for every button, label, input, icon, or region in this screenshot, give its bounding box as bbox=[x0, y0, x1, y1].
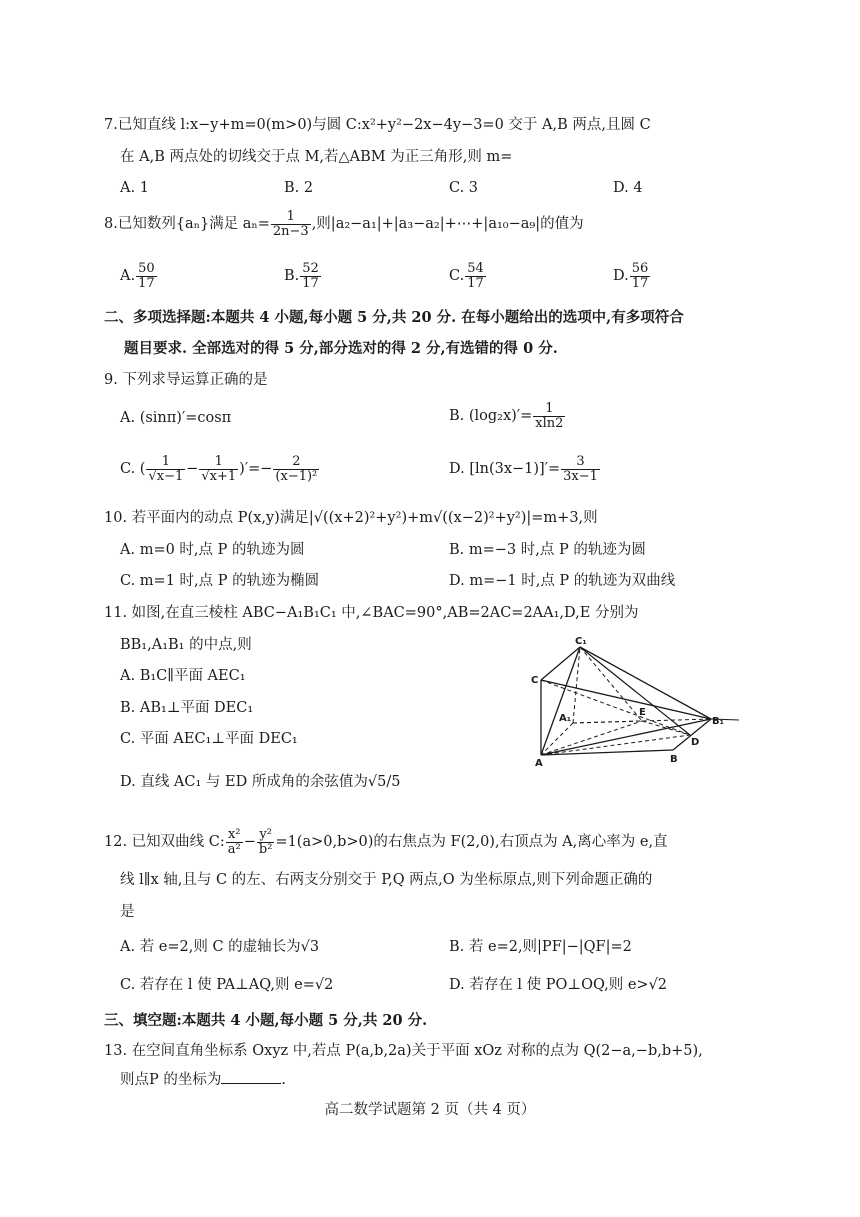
q12-prefix: 12. 已知双曲线 C: bbox=[104, 834, 225, 851]
figure-label-a: A bbox=[535, 758, 543, 769]
q12-suffix: =1(a>0,b>0)的右焦点为 F(2,0),右顶点为 A,离心率为 e,直 bbox=[275, 834, 668, 851]
q12-f2-num: y² bbox=[257, 828, 275, 843]
q8-option-c-fraction bbox=[465, 262, 486, 290]
q11-option-b: B. AB₁⊥平面 DEC₁ bbox=[120, 700, 254, 716]
q11-stem-line2: BB₁,A₁B₁ 的中点,则 bbox=[120, 637, 252, 653]
q8-option-c-label: C. bbox=[449, 268, 465, 285]
q7-stem-line1: 7.已知直线 l:x−y+m=0(m>0)与圆 C:x²+y²−2x−4y−3=0 交于 A,B 两点,且圆 C bbox=[104, 117, 651, 133]
q9-option-a: A. (sinπ)′=cosπ bbox=[120, 410, 232, 426]
q8-option-b-fraction bbox=[300, 262, 321, 290]
q10-option-c: C. m=1 时,点 P 的轨迹为椭圆 bbox=[120, 573, 320, 589]
figure-label-e: E bbox=[639, 707, 646, 718]
figure-label-b: B bbox=[670, 754, 678, 765]
section3-heading: 三、填空题:本题共 4 小题,每小题 5 分,共 20 分. bbox=[104, 1012, 428, 1029]
q8-option-c-den: 17 bbox=[467, 275, 484, 291]
q9-option-d-den: 3x−1 bbox=[563, 468, 598, 484]
q12-f1-den: a² bbox=[227, 841, 241, 857]
q9-option-c-prefix: C. ( bbox=[120, 461, 146, 478]
q9-option-c-f2-num: 1 bbox=[199, 455, 238, 470]
q12-option-c: C. 若存在 l 使 PA⊥AQ,则 e=√2 bbox=[120, 977, 334, 993]
q13-stem-line2 bbox=[120, 1071, 286, 1089]
figure-label-b1: B₁ bbox=[712, 716, 725, 727]
q12-minus: − bbox=[243, 834, 256, 851]
q9-option-d-num: 3 bbox=[561, 455, 600, 470]
q9-stem: 9. 下列求导运算正确的是 bbox=[104, 372, 268, 388]
q7-stem-line2: 在 A,B 两点处的切线交于点 M,若△ABM 为正三角形,则 m= bbox=[120, 149, 513, 165]
figure-label-c1: C₁ bbox=[575, 636, 587, 647]
q9-option-b-fraction bbox=[533, 402, 565, 430]
q8-option-a bbox=[120, 262, 158, 290]
q8-option-a-label: A. bbox=[120, 268, 136, 285]
q9-option-c-f1-num: 1 bbox=[146, 455, 185, 470]
q8-option-b bbox=[284, 262, 322, 290]
q9-option-c-f1-den: √x−1 bbox=[148, 468, 184, 484]
page-footer: 高二数学试题第 2 页（共 4 页） bbox=[324, 1102, 536, 1118]
q8-option-c bbox=[449, 262, 487, 290]
q9-option-c-fraction-2 bbox=[199, 455, 238, 483]
q9-option-b-num: 1 bbox=[533, 402, 565, 417]
q9-option-c-fraction-3 bbox=[273, 455, 319, 483]
q12-option-b: B. 若 e=2,则|PF|−|QF|=2 bbox=[449, 939, 632, 955]
q8-option-d-den: 17 bbox=[631, 275, 649, 291]
q8-stem-suffix: ,则|a₂−a₁|+|a₃−a₂|+⋯+|a₁₀−a₉|的值为 bbox=[311, 216, 584, 233]
q9-option-d-fraction bbox=[561, 455, 600, 483]
q8-option-c-num: 54 bbox=[467, 261, 484, 276]
q13-line2-text: 则点P 的坐标为 bbox=[120, 1072, 222, 1088]
prism-figure bbox=[525, 635, 750, 770]
q11-option-c: C. 平面 AEC₁⊥平面 DEC₁ bbox=[120, 731, 298, 747]
q8-option-d-num: 56 bbox=[631, 261, 649, 276]
q9-option-c-equals: )′=− bbox=[239, 461, 273, 478]
q12-option-a: A. 若 e=2,则 C 的虚轴长为√3 bbox=[120, 939, 320, 955]
q8-frac-den: 2n−3 bbox=[272, 223, 309, 239]
q13-answer-blank bbox=[221, 1071, 281, 1084]
q8-option-d-label: D. bbox=[613, 268, 629, 285]
q10-option-b: B. m=−3 时,点 P 的轨迹为圆 bbox=[449, 542, 646, 558]
q9-option-d bbox=[449, 455, 601, 483]
q12-f2-den: b² bbox=[258, 841, 273, 857]
q8-option-a-num: 50 bbox=[138, 261, 155, 276]
q9-option-b-den: xln2 bbox=[535, 415, 564, 431]
q12-stem-line2: 线 l∥x 轴,且与 C 的左、右两支分别交于 P,Q 两点,O 为坐标原点,则下列命题正确的 bbox=[120, 872, 653, 888]
q9-option-d-prefix: D. [ln(3x−1)]′= bbox=[449, 461, 561, 478]
q13-stem-line1: 13. 在空间直角坐标系 Oxyz 中,若点 P(a,b,2a)关于平面 xOz 对称的点为 Q(2−a,−b,b+5), bbox=[104, 1043, 703, 1059]
q9-option-c-f2-den: √x+1 bbox=[201, 468, 237, 484]
q7-option-a: A. 1 bbox=[120, 180, 149, 196]
q7-option-b: B. 2 bbox=[284, 180, 314, 196]
q13-line2-period: . bbox=[281, 1072, 286, 1088]
q10-option-d: D. m=−1 时,点 P 的轨迹为双曲线 bbox=[449, 573, 676, 589]
q12-option-d: D. 若存在 l 使 PO⊥OQ,则 e>√2 bbox=[449, 977, 668, 993]
q8-option-b-den: 17 bbox=[302, 275, 319, 291]
q8-option-d bbox=[613, 262, 651, 290]
section2-heading-line2: 题目要求. 全部选对的得 5 分,部分选对的得 2 分,有选错的得 0 分. bbox=[124, 340, 558, 357]
q8-option-d-fraction bbox=[630, 262, 651, 290]
figure-label-a1: A₁ bbox=[559, 713, 572, 724]
q8-frac-num: 1 bbox=[271, 210, 311, 225]
q9-option-b bbox=[449, 402, 566, 430]
q8-formula-fraction bbox=[271, 210, 311, 238]
q11-option-d: D. 直线 AC₁ 与 ED 所成角的余弦值为√5/5 bbox=[120, 774, 401, 790]
section2-heading-line1: 二、多项选择题:本题共 4 小题,每小题 5 分,共 20 分. 在每小题给出的选项中,有多项符合 bbox=[104, 309, 684, 326]
q8-option-b-label: B. bbox=[284, 268, 300, 285]
q12-fraction-2 bbox=[257, 828, 275, 856]
q9-option-b-prefix: B. (log₂x)′= bbox=[449, 408, 533, 425]
q7-option-c: C. 3 bbox=[449, 180, 479, 196]
figure-label-d: D bbox=[691, 737, 700, 748]
q9-option-c-f3-num: 2 bbox=[273, 455, 319, 470]
q8-option-a-den: 17 bbox=[138, 275, 155, 291]
q11-option-a: A. B₁C∥平面 AEC₁ bbox=[120, 668, 246, 684]
figure-label-c: C bbox=[531, 675, 539, 686]
q9-option-c-f3-den: (x−1)² bbox=[275, 468, 318, 484]
q12-stem-line3: 是 bbox=[120, 904, 135, 920]
q10-stem: 10. 若平面内的动点 P(x,y)满足|√((x+2)²+y²)+m√((x−2)²+y²)|=m+3,则 bbox=[104, 510, 598, 526]
q8-stem bbox=[104, 210, 584, 238]
q12-fraction-1 bbox=[226, 828, 243, 856]
q8-option-b-num: 52 bbox=[302, 261, 319, 276]
q7-option-d: D. 4 bbox=[613, 180, 643, 196]
q12-stem-line1 bbox=[104, 828, 668, 856]
q9-option-c-minus: − bbox=[186, 461, 199, 478]
q10-option-a: A. m=0 时,点 P 的轨迹为圆 bbox=[120, 542, 305, 558]
q9-option-c-fraction-1 bbox=[146, 455, 185, 483]
q8-stem-prefix: 8.已知数列{aₙ}满足 aₙ= bbox=[104, 216, 270, 233]
q12-f1-num: x² bbox=[226, 828, 243, 843]
q11-stem-line1: 11. 如图,在直三棱柱 ABC−A₁B₁C₁ 中,∠BAC=90°,AB=2AC=2AA₁,D,E 分别为 bbox=[104, 605, 639, 621]
q8-option-a-fraction bbox=[136, 262, 157, 290]
q9-option-c bbox=[120, 455, 320, 483]
